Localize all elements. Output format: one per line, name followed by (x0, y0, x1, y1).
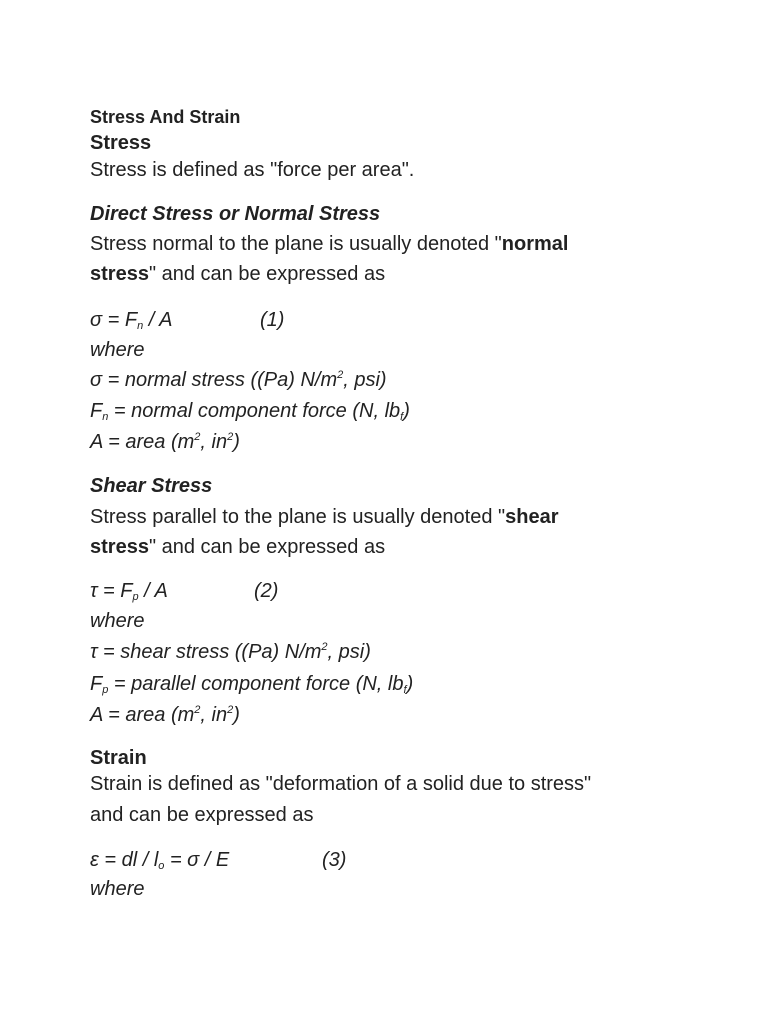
def-sup: 2 (194, 704, 201, 716)
shear-stress-equation (90, 579, 168, 603)
normal-where: where (90, 339, 145, 361)
shear-intro-text: Stress parallel to the plane is usually denoted " (90, 506, 506, 528)
shear-def-area (90, 703, 240, 727)
def-text-mid: , in (200, 431, 228, 453)
equation-area: / A (143, 309, 173, 331)
normal-stress-heading: Direct Stress or Normal Stress (90, 203, 381, 225)
normal-intro-text-end: " and can be expressed as (148, 263, 386, 285)
equation-number-1: (1) (260, 309, 285, 331)
shear-term: shear (505, 506, 559, 528)
normal-stress-intro-line2 (90, 262, 385, 286)
normal-stress-intro-line1 (90, 232, 568, 256)
strain-equation (90, 848, 229, 872)
stress-term: stress (90, 536, 149, 558)
strain-heading: Strain (90, 747, 147, 769)
def-text-mid: , in (200, 704, 228, 726)
shear-def-tau (90, 640, 371, 664)
def-sub-unit: f (400, 411, 404, 423)
shear-stress-heading: Shear Stress (90, 475, 213, 497)
def-sup: 2 (321, 641, 328, 653)
def-text: A = area (m (90, 431, 195, 453)
shear-where: where (90, 610, 145, 632)
def-sub-unit: f (403, 684, 407, 696)
sigma-symbol: σ (90, 309, 103, 331)
equation-number-3: (3) (322, 849, 347, 871)
stress-heading: Stress (90, 132, 152, 154)
def-text-end: ) (233, 704, 240, 726)
document-title: Stress And Strain (90, 107, 241, 127)
equation-subscript: n (137, 320, 144, 332)
stress-term: stress (90, 263, 149, 285)
equation-subscript: p (132, 591, 139, 603)
strain-where: where (90, 878, 145, 900)
equation-force: = F (102, 309, 138, 331)
normal-intro-text: Stress normal to the plane is usually denoted " (90, 233, 502, 255)
def-text: A = area (m (90, 704, 195, 726)
def-text-mid: = parallel component force (N, lb (108, 673, 404, 695)
equation-text: ε = dl / l (90, 849, 159, 871)
def-sup: 2 (194, 431, 201, 443)
normal-def-sigma (90, 368, 387, 392)
strain-intro-line2: and can be expressed as (90, 804, 314, 826)
strain-intro-line1: Strain is defined as "deformation of a solid due to stress" (90, 773, 592, 795)
def-text: F (90, 673, 103, 695)
def-text: F (90, 400, 103, 422)
def-sub: n (102, 411, 109, 423)
equation-area: / A (138, 580, 168, 602)
def-text: τ = shear stress ((Pa) N/m (90, 641, 322, 663)
shear-intro-text-end: " and can be expressed as (148, 536, 386, 558)
normal-stress-equation (90, 308, 172, 332)
normal-def-force (90, 399, 410, 423)
equation-number-2: (2) (254, 580, 279, 602)
def-text-end: , psi) (327, 641, 371, 663)
def-text-end: ) (406, 673, 414, 695)
def-text-end: ) (403, 400, 410, 422)
def-sup-2: 2 (227, 704, 234, 716)
def-text-mid: = normal component force (N, lb (108, 400, 401, 422)
equation-force: = F (97, 580, 133, 602)
equation-subscript: o (158, 860, 165, 872)
def-sub: p (102, 684, 109, 696)
equation-text-end: = σ / E (164, 849, 230, 871)
def-sup: 2 (337, 369, 344, 381)
normal-term: normal (501, 233, 569, 255)
def-text: σ = normal stress ((Pa) N/m (90, 369, 338, 391)
def-sup-2: 2 (227, 431, 234, 443)
normal-def-area (90, 430, 240, 454)
def-text-end: , psi) (343, 369, 387, 391)
shear-def-force (90, 672, 413, 696)
stress-definition: Stress is defined as "force per area". (90, 159, 415, 181)
shear-stress-intro-line1 (90, 505, 559, 529)
tau-symbol: τ (90, 580, 98, 602)
def-text-end: ) (233, 431, 240, 453)
shear-stress-intro-line2 (90, 535, 385, 559)
